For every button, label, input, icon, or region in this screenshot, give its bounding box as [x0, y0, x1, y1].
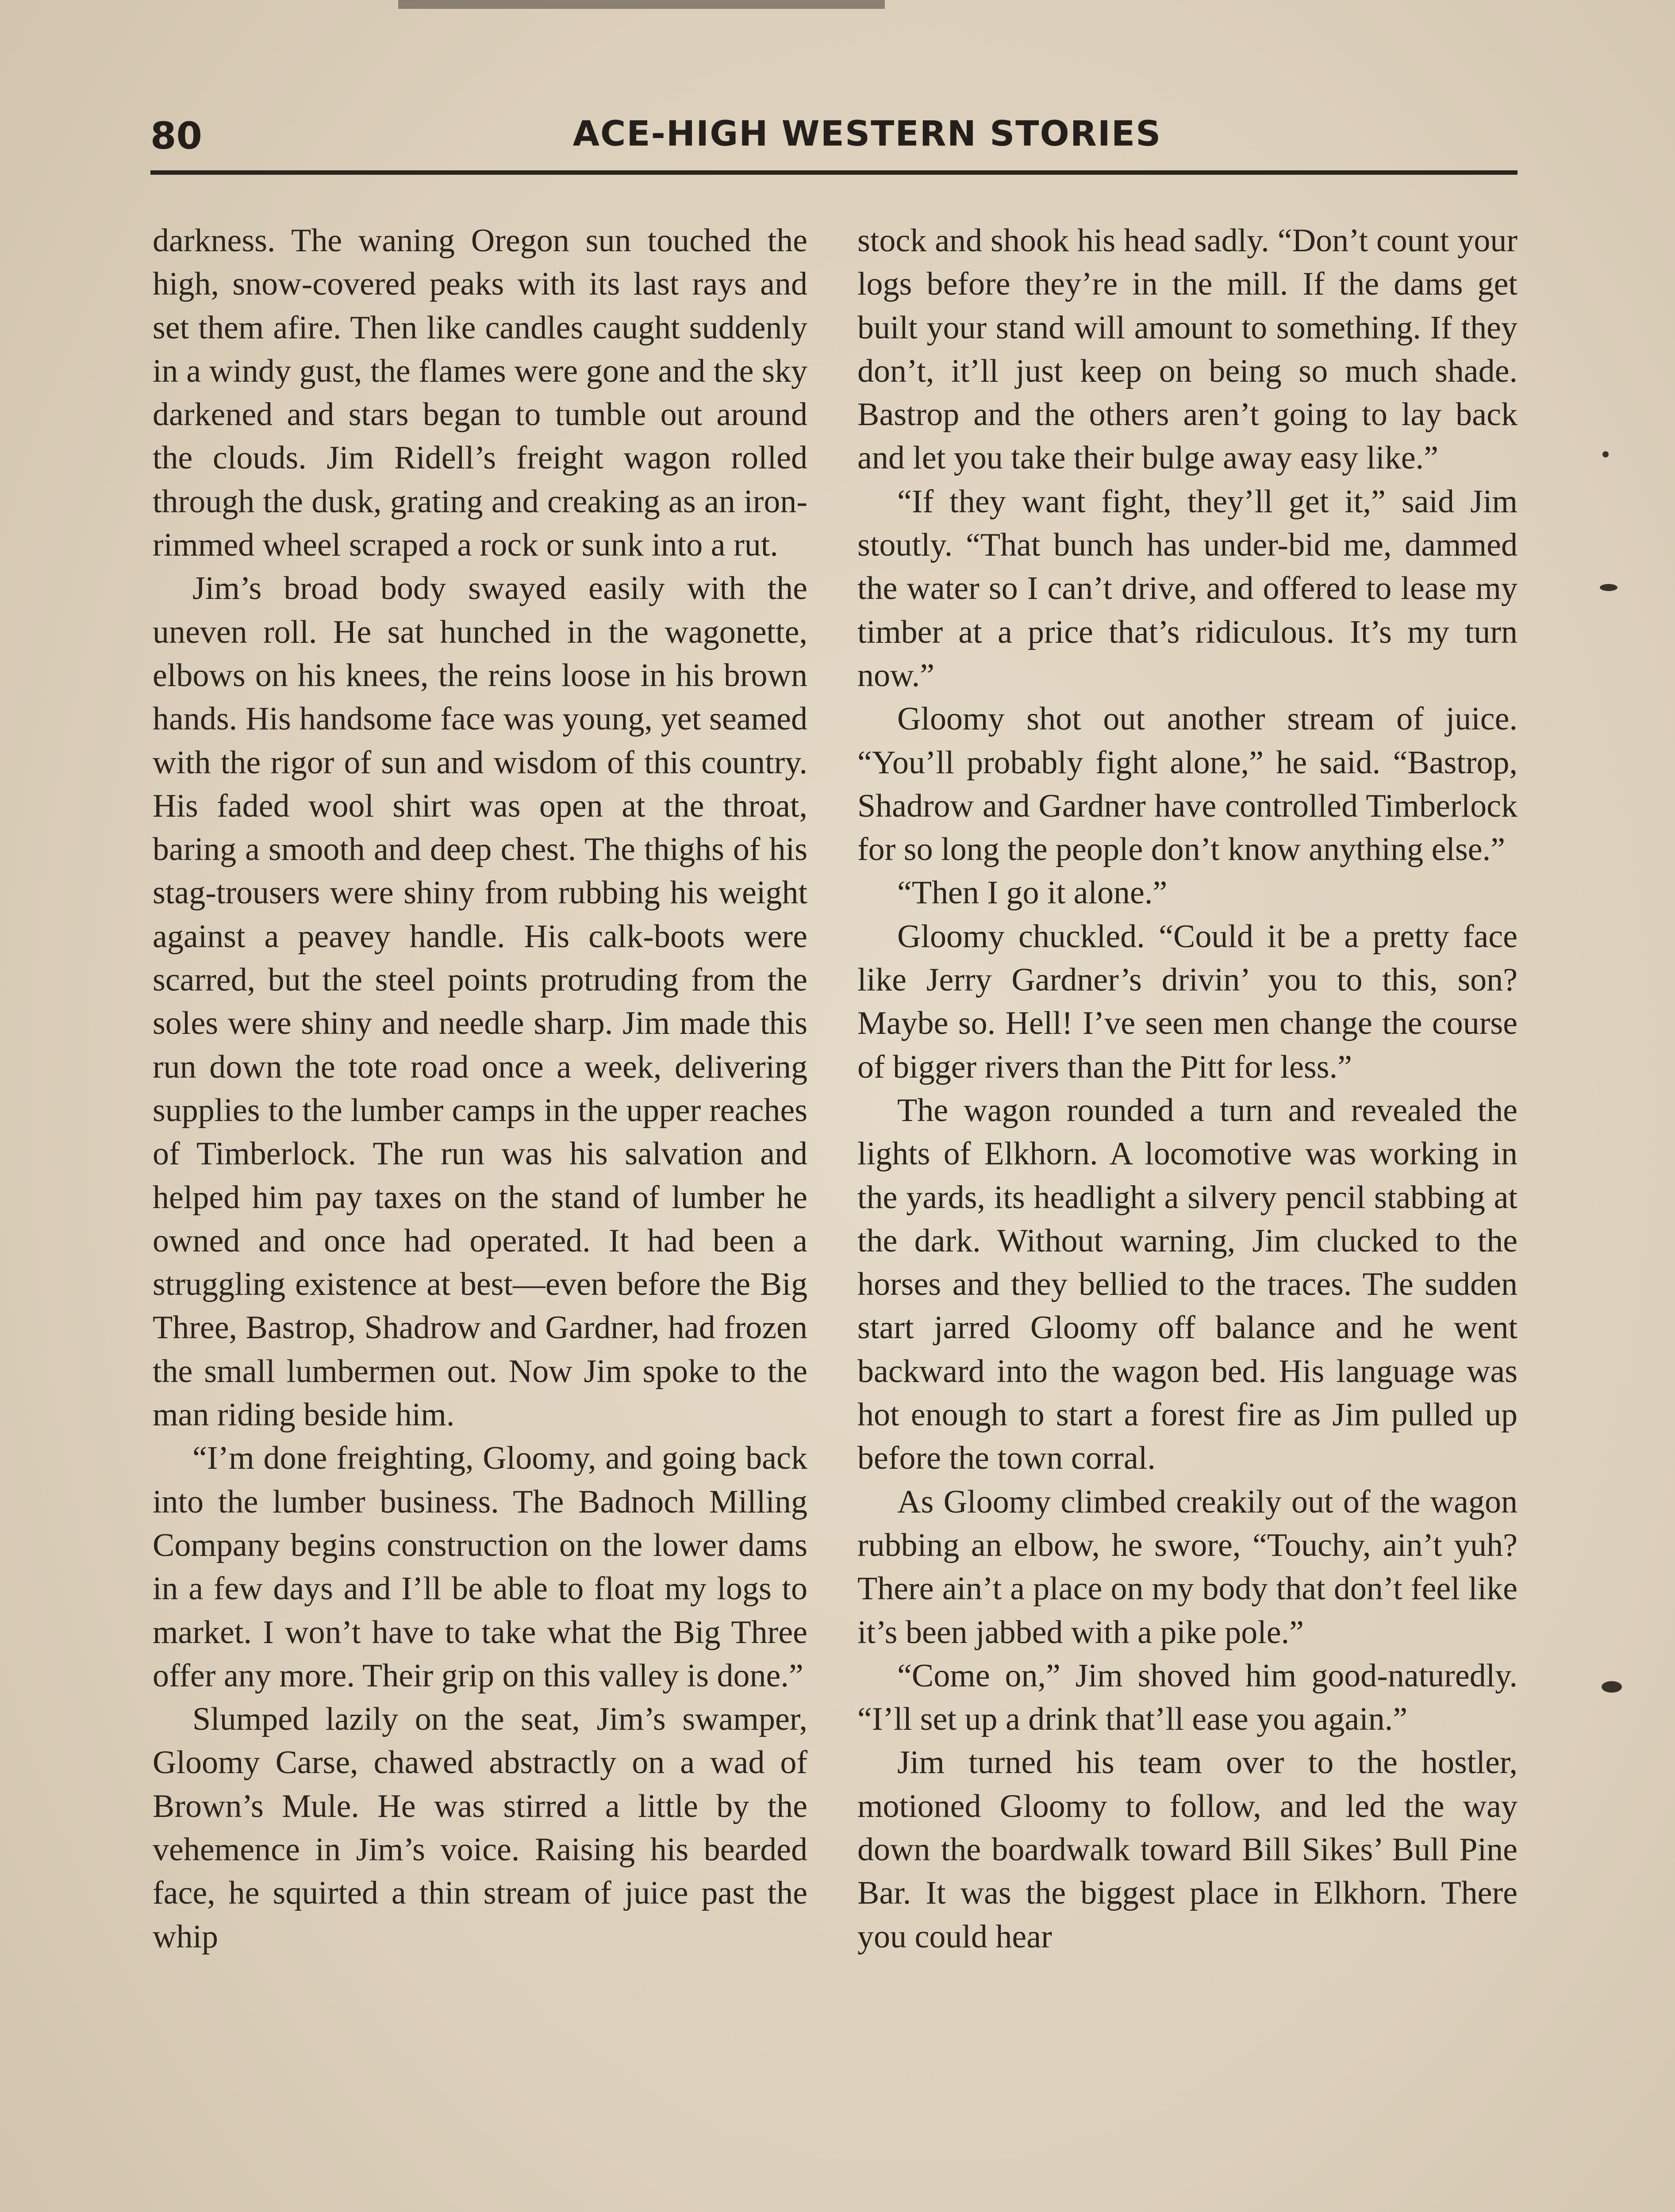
paragraph: Gloomy chuckled. “Could it be a pretty face like Jerry Gardner’s drivin’ you to this, son? Maybe so. Hell! I’ve seen men change the course of bigger rivers than the Pitt for less.”	[857, 918, 1517, 1085]
top-edge-print-bleed	[398, 0, 885, 9]
running-title: ACE-HIGH WESTERN STORIES	[572, 114, 1162, 154]
margin-speck	[1602, 451, 1609, 457]
paragraph: “If they want fight, they’ll get it,” said Jim stoutly. “That bunch has under-bid me, dammed the water so I can’t drive, and offered to lease my timber at a price that’s ridiculous. It’s my turn now.”	[857, 483, 1517, 694]
right-column	[857, 219, 1517, 1959]
paragraph: “Come on,” Jim shoved him good-naturedly. “I’ll set up a drink that’ll ease you again.”	[857, 1657, 1517, 1738]
header-rule	[150, 170, 1517, 175]
paragraph: Jim turned his team over to the hostler, motioned Gloomy to follow, and led the way down the boardwalk toward Bill Sikes’ Bull Pine Bar. It was the biggest place in Elkhorn. There you could hear	[857, 1744, 1517, 1955]
paragraph: Gloomy shot out another stream of juice. “You’ll probably fight alone,” he said. “Bastrop, Shadrow and Gardner have controlled Timberlock for so long the people don’t know anything else.”	[857, 701, 1517, 868]
paragraph: darkness. The waning Oregon sun touched the high, snow-covered peaks with its last rays and set them afire. Then like candles caught suddenly in a windy gust, the flames were gone and the sky darkened and stars began to tumble out around the clouds. Jim Ridell’s freight wagon rolled through the dusk, grating and creaking as an iron-rimmed wheel scraped a rock or sunk into a rut.	[153, 223, 807, 564]
left-column	[153, 219, 807, 1959]
page-header	[150, 111, 1517, 168]
paragraph: As Gloomy climbed creakily out of the wagon rubbing an elbow, he swore, “Touchy, ain’t yuh? There ain’t a place on my body that don’t feel like it’s been jabbed with a pike pole.”	[857, 1483, 1517, 1651]
paragraph: “Then I go it alone.”	[897, 875, 1168, 911]
page-number: 80	[150, 114, 202, 157]
paragraph: stock and shook his head sadly. “Don’t count your logs before they’re in the mill. If the dams get built your stand will amount to something. If they don’t, it’ll just keep on being so much shade. Bastrop and the others aren’t going to lay back and let you take their bulge away easy like.”	[857, 223, 1517, 476]
margin-speck	[1602, 1681, 1622, 1693]
margin-speck	[1600, 584, 1617, 591]
paragraph: Jim’s broad body swayed easily with the uneven roll. He sat hunched in the wagonette, elbows on his knees, the reins loose in his brown hands. His handsome face was young, yet seamed with the rigor of sun and wisdom of this country. His faded wool shirt was open at the throat, baring a smooth and deep chest. The thighs of his stag-trousers were shiny from rubbing his weight against a peavey handle. His calk-boots were scarred, but the steel points protruding from the soles were shiny and needle sharp. Jim made this run down the tote road once a week, delivering supplies to the lumber camps in the upper reaches of Timberlock. The run was his salvation and helped him pay taxes on the stand of lumber he owned and once had operated. It had been a struggling existence at best—even before the Big Three, Bastrop, Shadrow and Gardner, had frozen the small lumbermen out. Now Jim spoke to the man riding beside him.	[153, 570, 807, 1433]
paragraph: “I’m done freighting, Gloomy, and going back into the lumber business. The Badnoch Milling Company begins construction on the lower dams in a few days and I’ll be able to float my logs to market. I won’t have to take what the Big Three offer any more. Their grip on this valley is done.”	[153, 1440, 807, 1694]
paragraph: Slumped lazily on the seat, Jim’s swamper, Gloomy Carse, chawed abstractly on a wad of Brown’s Mule. He was stirred a little by the vehemence in Jim’s voice. Raising his bearded face, he squirted a thin stream of juice past the whip	[153, 1701, 807, 1955]
paragraph: The wagon rounded a turn and revealed the lights of Elkhorn. A locomotive was working in the yards, its headlight a silvery pencil stabbing at the dark. Without warning, Jim clucked to the horses and they bellied to the traces. The sudden start jarred Gloomy off balance and he went backward into the wagon bed. His language was hot enough to start a forest fire as Jim pulled up before the town corral.	[857, 1092, 1517, 1477]
